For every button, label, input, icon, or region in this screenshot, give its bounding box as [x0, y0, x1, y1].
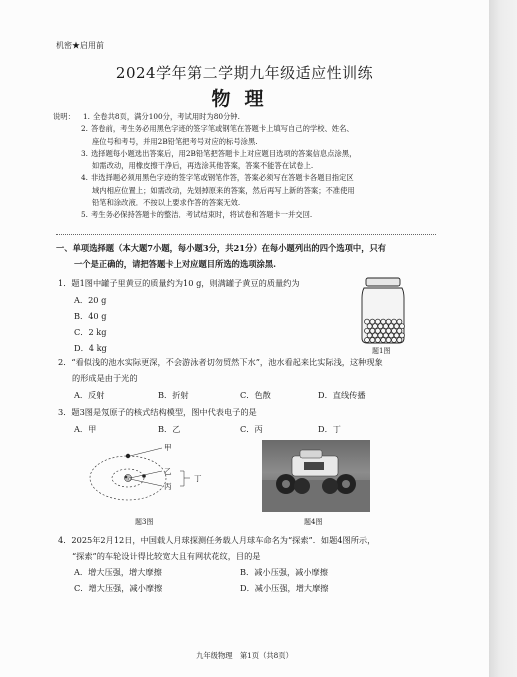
bean — [375, 328, 380, 333]
bean — [392, 338, 397, 343]
bean — [375, 338, 380, 343]
q4-figure-caption: 题4图 — [304, 518, 323, 526]
separator — [56, 234, 436, 235]
bean — [381, 319, 386, 324]
bean — [373, 324, 378, 329]
bean — [378, 333, 383, 338]
q2-option-a: A．反射 — [74, 390, 105, 400]
q3-figure-caption: 题3图 — [135, 518, 154, 526]
bean — [373, 333, 378, 338]
q2-stem: 2．“看似浅的池水实际更深，不会游泳者切勿贸然下水”，池水看起来比实际浅，这种现象 — [58, 357, 383, 367]
instructions — [53, 111, 356, 222]
jar-figure — [352, 276, 414, 346]
bean — [397, 338, 402, 343]
exam-title: 2024学年第二学期九年级适应性训练 — [115, 64, 374, 82]
bean — [386, 338, 391, 343]
q4-stem: 4．2025年2月12日，中国载人月球探测任务载人月球车命名为“探索”．如题4图所示， — [58, 535, 376, 545]
bean — [392, 319, 397, 324]
bean — [392, 328, 397, 333]
bean — [370, 338, 375, 343]
q4-option-d: D．减小压强，增大摩擦 — [240, 583, 329, 593]
q1-option-d: D．4 kg — [74, 343, 107, 353]
secret-label: 机密★启用前 — [56, 41, 104, 50]
note-num: 4. — [81, 173, 88, 183]
bean — [370, 319, 375, 324]
bean — [365, 328, 370, 333]
q3-option-d: D．丁 — [318, 424, 341, 434]
label-ding: 丁 — [194, 474, 202, 483]
q3-stem: 3．题3图是氖原子的核式结构模型，图中代表电子的是 — [58, 407, 257, 417]
q1-option-c: C．2 kg — [74, 327, 107, 337]
note-line: 如需改动，用橡皮擦干净后，再选涂其他答案，答案不能答在试卷上. — [92, 161, 314, 171]
q2-option-c: C．色散 — [240, 390, 271, 400]
note-line: 非选择题必须用黑色字迹的签字笔或钢笔作答，答案必须写在答题卡各题目指定区 — [91, 173, 354, 183]
bean — [365, 319, 370, 324]
q4-option-a: A．增大压强，增大摩擦 — [74, 567, 162, 577]
bean — [370, 328, 375, 333]
bean — [394, 324, 399, 329]
bean — [367, 324, 372, 329]
bean — [394, 333, 399, 338]
lunar-rover-photo — [262, 440, 370, 512]
bean — [375, 319, 380, 324]
q1-option-b: B．40 g — [74, 311, 107, 321]
bean — [381, 328, 386, 333]
note-line: 铅笔和涂改液．不按以上要求作答的答案无效. — [92, 198, 241, 208]
atom-model-figure — [80, 438, 230, 514]
q3-option-b: B．乙 — [158, 424, 181, 434]
q1-figure-caption: 题1图 — [372, 347, 391, 355]
page-gutter — [489, 0, 517, 677]
bean — [383, 324, 388, 329]
note-line: 考生务必保持答题卡的整洁．考试结束时，将试卷和答题卡一并交回. — [91, 210, 313, 220]
bean — [386, 328, 391, 333]
instructions-label: 说明： — [53, 112, 75, 121]
subject-title: 物理 — [211, 88, 278, 110]
q4-option-b: B．减小压强，减小摩擦 — [240, 567, 328, 577]
note-line: 域内相应位置上；如需改动，先划掉原来的答案，然后再写上新的答案；不准使用 — [92, 185, 355, 195]
bean — [400, 324, 405, 329]
q3-option-c: C．丙 — [240, 424, 263, 434]
label-jia: 甲 — [164, 443, 172, 452]
bean — [397, 328, 402, 333]
q2-stem-line2: 的形成是由于光的 — [72, 373, 138, 383]
section-heading: 一、单项选择题（本大题7小题，每小题3分，共21分）在每小题列出的四个选项中，只有 — [56, 243, 387, 253]
bean — [389, 324, 394, 329]
q4-stem-line2: “探索”的车轮设计得比较宽大且有网状花纹，目的是 — [72, 551, 261, 561]
bean — [400, 333, 405, 338]
q4-option-c: C．增大压强，减小摩擦 — [74, 583, 163, 593]
q1-option-a: A．20 g — [74, 295, 107, 305]
note-num: 3. — [81, 148, 88, 158]
note-line: 答卷前，考生务必用黑色字迹的签字笔或钢笔在答题卡上填写自己的学校、姓名、 — [91, 124, 354, 134]
section-heading-line2: 一个是正确的，请把答题卡上对应题目所选的选项涂黑. — [74, 259, 277, 269]
q2-option-d: D．直线传播 — [318, 390, 366, 400]
bean — [383, 333, 388, 338]
bean — [397, 319, 402, 324]
label-yi: 乙 — [164, 467, 172, 476]
bean — [386, 319, 391, 324]
note-line: 座位号和考号，并用2B铅笔把考号对应的标号涂黑. — [92, 136, 258, 146]
q1-stem: 1．题1图中罐子里黄豆的质量约为10 g，则满罐子黄豆的质量约为 — [58, 278, 300, 288]
note-line: 全卷共8页，满分100分，考试用时为80分钟. — [93, 112, 240, 121]
bean — [381, 338, 386, 343]
page-footer: 九年级物理 第1页（共8页） — [196, 651, 293, 660]
note-num: 1. — [83, 112, 90, 121]
q2-option-b: B．折射 — [158, 390, 189, 400]
note-line: 选择题每小题选出答案后，用2B铅笔把答题卡上对应题目选项的答案信息点涂黑， — [91, 148, 357, 158]
bean — [367, 333, 372, 338]
bean — [389, 333, 394, 338]
note-num: 2. — [81, 124, 88, 134]
note-num: 5. — [81, 210, 88, 220]
label-bing: 丙 — [164, 482, 172, 491]
bean — [378, 324, 383, 329]
q3-option-a: A．甲 — [74, 424, 97, 434]
bean — [365, 338, 370, 343]
